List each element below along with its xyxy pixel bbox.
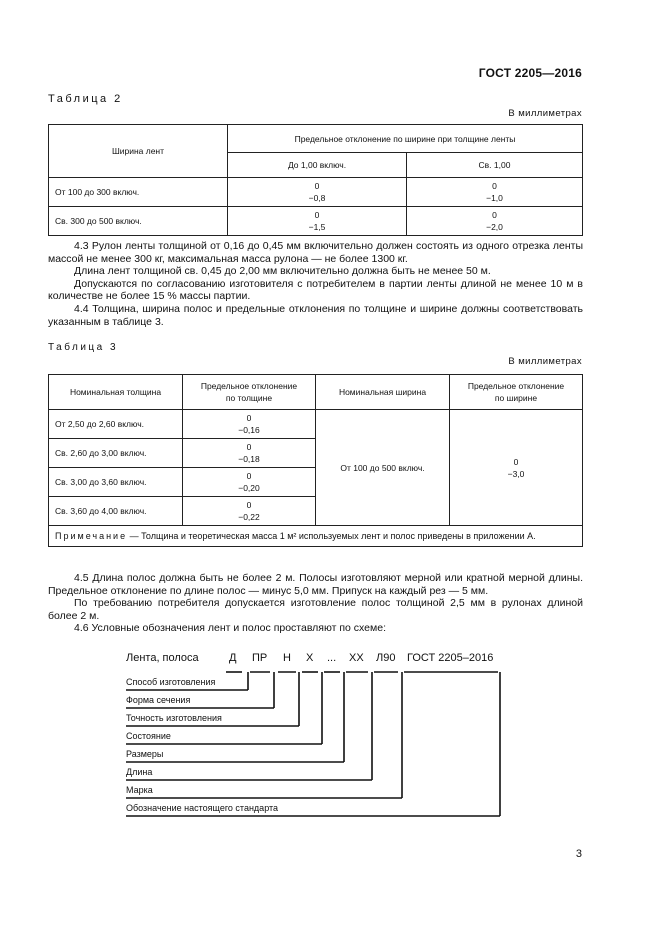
table2-header-group: Предельное отклонение по ширине при толщине ленты (228, 125, 583, 153)
table-2 (48, 124, 583, 236)
table2-cell-b: 0 −1,0 (407, 178, 583, 207)
table3-cell-width: От 100 до 500 включ. (316, 410, 450, 526)
designation-scheme (126, 648, 506, 818)
table-row (49, 207, 583, 236)
scheme-label: Состояние (126, 731, 171, 741)
scheme-lines (126, 648, 506, 818)
paragraph: 4.4 Толщина, ширина полос и предельные отклонения по толщине и ширине должны соответствовать указанным в таблице 3. (48, 302, 583, 328)
scheme-code: Н (283, 652, 291, 664)
paragraph: 4.3 Рулон ленты толщиной от 0,16 до 0,45 мм включительно должен состоять из одного отрезка ленты массой не менее 300 кг, максимальная масса рулона — не более 1300 кг. (48, 240, 583, 265)
scheme-code: ГОСТ 2205–2016 (407, 652, 494, 664)
scheme-code: ПР (252, 652, 268, 664)
table3-note (49, 526, 583, 547)
table3-cell-thickness-dev: 0 −0,18 (183, 439, 316, 468)
table3-cell-thickness: Св. 2,60 до 3,00 включ. (49, 439, 183, 468)
table3-header-width-dev: Предельное отклонение по ширине (450, 375, 583, 410)
section-4-3 (48, 240, 583, 328)
section-4-5 (48, 572, 583, 635)
table3-cell-thickness-dev: 0 −0,22 (183, 497, 316, 526)
table2-cell-a: 0 −0,8 (228, 178, 407, 207)
table3-header-thickness-dev: Предельное отклонение по толщине (183, 375, 316, 410)
table3-header-width: Номинальная ширина (316, 375, 450, 410)
scheme-code: Л90 (376, 652, 396, 664)
table3-cell-thickness: От 2,50 до 2,60 включ. (49, 410, 183, 439)
table-row (49, 526, 583, 547)
page-number: 3 (575, 848, 582, 860)
paragraph: Длина лент толщиной св. 0,45 до 2,00 мм включительно должна быть не менее 50 м. (74, 265, 491, 278)
table2-cell-width: Св. 300 до 500 включ. (49, 207, 228, 236)
note-text: — Толщина и теоретическая масса 1 м² используемых лент и полос приведены в приложении А. (129, 531, 536, 541)
scheme-code: Х (306, 652, 314, 664)
table2-cell-a: 0 −1,5 (228, 207, 407, 236)
scheme-code: Д (229, 652, 237, 664)
paragraph: 4.6 Условные обозначения лент и полос проставляют по схеме: (74, 622, 386, 635)
table3-cell-thickness-dev: 0 −0,20 (183, 468, 316, 497)
paragraph: 4.5 Длина полос должна быть не более 2 м. Полосы изготовляют мерной или кратной мерной длины. Предельное отклонение по длине полос — минус 5,0 мм. Припуск на каждый рез — 5 мм. (48, 572, 583, 597)
table2-header-col-b: Св. 1,00 (407, 153, 583, 178)
note-label: Примечание (55, 531, 128, 541)
table2-units: В миллиметрах (508, 108, 582, 119)
table3-cell-thickness: Св. 3,00 до 3,60 включ. (49, 468, 183, 497)
table-row (49, 410, 583, 439)
paragraph: По требованию потребителя допускается изготовление полос толщиной 2,5 мм в рулонах длиной более 2 м. (48, 597, 583, 622)
table3-header-thickness: Номинальная толщина (49, 375, 183, 410)
table2-cell-b: 0 −2,0 (407, 207, 583, 236)
scheme-title: Лента, полоса (126, 652, 199, 664)
scheme-code: ХХ (349, 652, 364, 664)
table3-cell-thickness-dev: 0 −0,16 (183, 410, 316, 439)
table3-cell-thickness: Св. 3,60 до 4,00 включ. (49, 497, 183, 526)
scheme-code: ... (327, 652, 337, 664)
scheme-label: Обозначение настоящего стандарта (126, 803, 279, 813)
scheme-label: Форма сечения (126, 695, 191, 705)
table2-header-col-a: До 1,00 включ. (228, 153, 407, 178)
table3-cell-width-dev: 0 −3,0 (450, 410, 583, 526)
document-header: ГОСТ 2205—2016 (478, 66, 582, 80)
table2-header-width: Ширина лент (49, 125, 228, 178)
scheme-label: Способ изготовления (126, 677, 216, 687)
paragraph: Допускаются по согласованию изготовителя с потребителем в партии ленты длиной не менее 10 м в количестве не более 15 % массы партии. (48, 277, 583, 303)
table3-caption: Таблица 3 (48, 342, 119, 353)
scheme-label: Точность изготовления (126, 713, 222, 723)
scheme-label: Размеры (126, 749, 164, 759)
table-row (49, 178, 583, 207)
table2-cell-width: От 100 до 300 включ. (49, 178, 228, 207)
scheme-label: Марка (126, 785, 153, 795)
table3-units: В миллиметрах (508, 356, 582, 367)
table2-caption: Таблица 2 (48, 93, 123, 105)
scheme-label: Длина (126, 767, 153, 777)
table-3 (48, 374, 583, 547)
